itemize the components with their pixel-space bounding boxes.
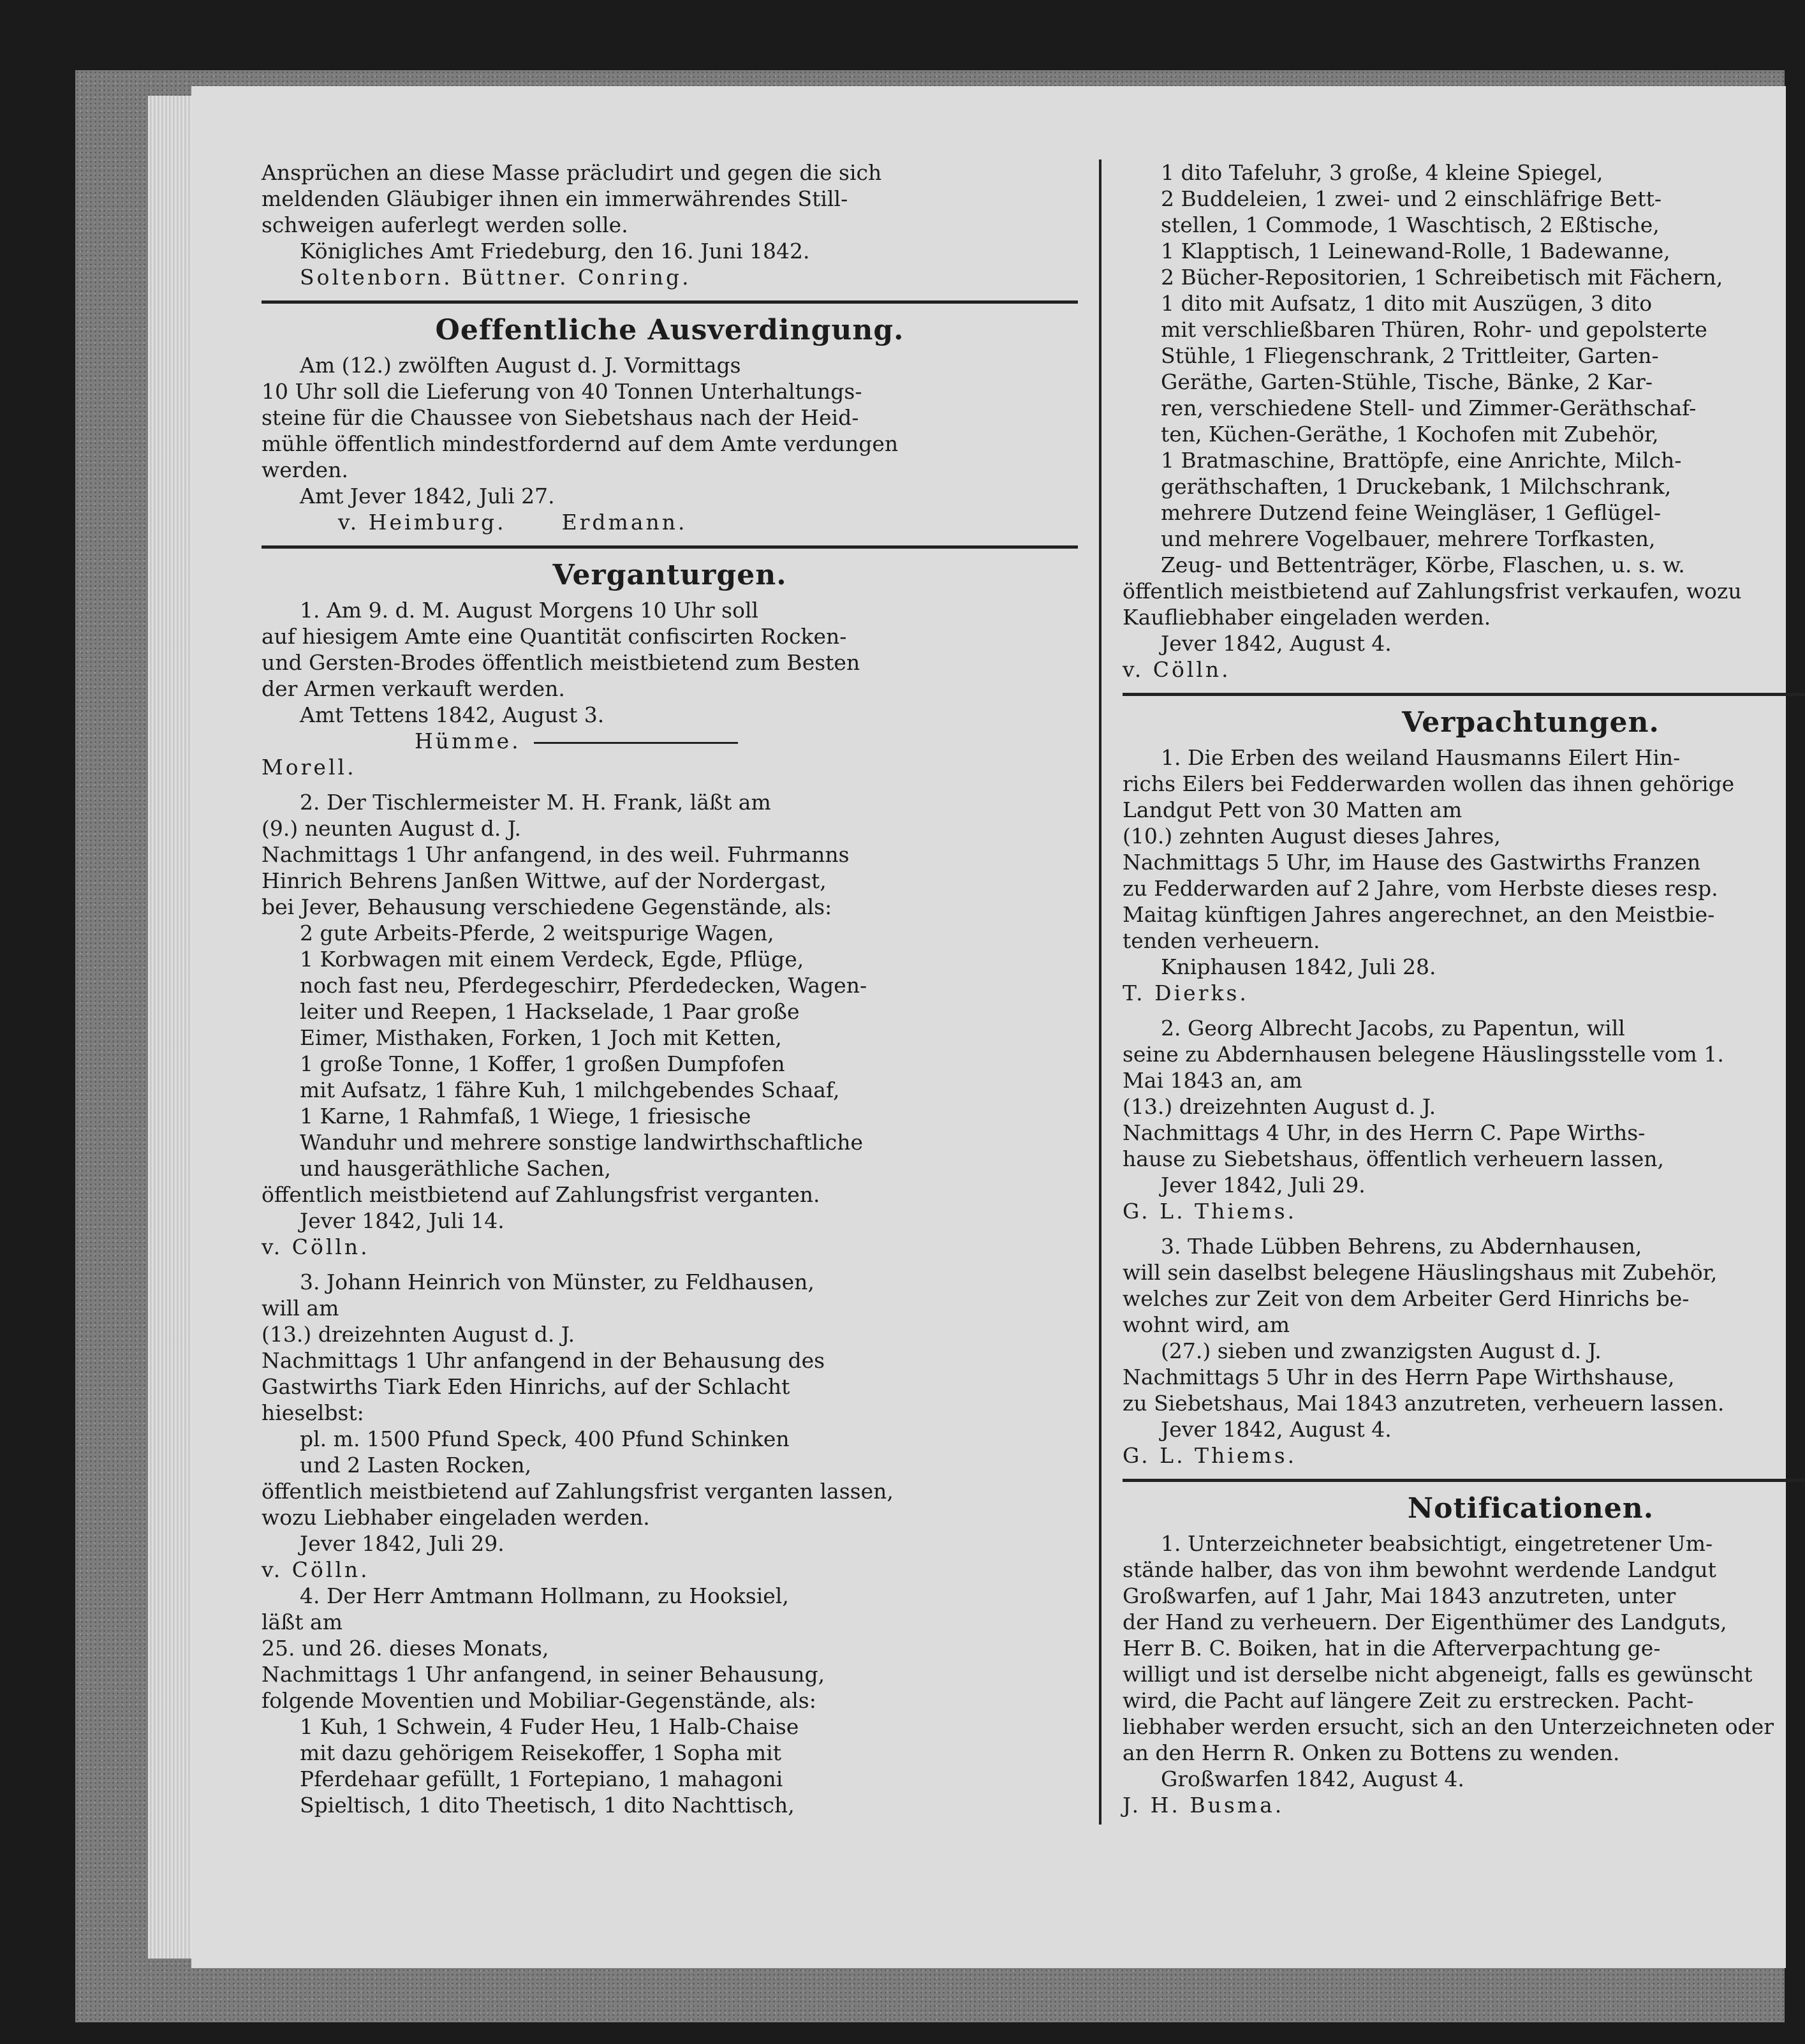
vergantung-4-date: 25. und 26. dieses Monats, — [262, 1636, 549, 1661]
text-line: hieselbst: — [262, 1400, 364, 1425]
verpachtung-1-date: (10.) zehnten August dieses Jahres, — [1123, 824, 1501, 848]
vergantung-2-intro: 2. Der Tischlermeister M. H. Frank, läßt am — [300, 790, 771, 815]
text-line: Maitag künftigen Jahres angerechnet, an den Meistbie- — [1123, 902, 1715, 927]
text-line: noch fast neu, Pferdegeschirr, Pferdedecken, Wagen- — [300, 973, 867, 998]
vergantung-3-signer: v. Cölln. — [262, 1557, 370, 1582]
vergantung-1-body — [262, 597, 1078, 702]
text-line: mehrere Dutzend feine Weingläser, 1 Geflügel- — [1161, 500, 1661, 525]
section-title-verpachtungen: Verpachtungen. — [1402, 706, 1660, 739]
text-line: Hinrich Behrens Janßen Wittwe, auf der Nordergast, — [262, 868, 827, 893]
vergantung-4-body — [262, 1583, 1078, 1635]
notification-1-signer: J. H. Busma. — [1123, 1793, 1285, 1818]
text-line: pl. m. 1500 Pfund Speck, 400 Pfund Schinken — [300, 1426, 790, 1451]
text-line: Herr B. C. Boiken, hat in die Afterverpachtung ge- — [1123, 1636, 1661, 1661]
ausverdingung-place-date: Amt Jever 1842, Juli 27. — [300, 484, 555, 508]
text-line: wozu Liebhaber eingeladen werden. — [262, 1505, 650, 1530]
text-line: öffentlich meistbietend auf Zahlungsfrist verganten lassen, — [262, 1479, 894, 1504]
text-line: mit dazu gehörigem Reisekoffer, 1 Sopha mit — [300, 1740, 782, 1765]
text-line: Am (12.) zwölften August d. J. Vormittags — [300, 353, 741, 378]
vergantung-1-signer-1: Hümme. — [262, 728, 1078, 754]
vergantung-2-end: öffentlich meistbietend auf Zahlungsfrist verganten. — [262, 1182, 820, 1207]
intro-paragraph — [262, 159, 1078, 238]
text-line: Nachmittags 5 Uhr, im Hause des Gastwirths Franzen — [1123, 850, 1701, 875]
text-line: will am — [262, 1296, 339, 1321]
text-line: der Armen verkauft werden. — [262, 676, 565, 701]
text-line: 3. Thade Lübben Behrens, zu Abdernhausen, — [1161, 1234, 1642, 1259]
text-line: ren, verschiedene Stell- und Zimmer-Geräthschaf- — [1161, 396, 1697, 420]
vergantung-3-body-2 — [262, 1347, 1078, 1426]
vergantung-2-items — [262, 920, 1078, 1181]
text-line: 3. Johann Heinrich von Münster, zu Feldhausen, — [300, 1270, 814, 1294]
text-line: 1 Karne, 1 Rahmfaß, 1 Wiege, 1 friesische — [300, 1104, 751, 1129]
text-line: 1 Korbwagen mit einem Verdeck, Egde, Pflüge, — [300, 947, 804, 972]
continued-place-date: Jever 1842, August 4. — [1161, 631, 1392, 656]
verpachtung-1-signer: T. Dierks. — [1123, 981, 1249, 1005]
verpachtung-3-signer: G. L. Thiems. — [1123, 1443, 1297, 1468]
left-column — [262, 159, 1078, 1818]
text-line: 1 dito Tafeluhr, 3 große, 4 kleine Spiegel, — [1161, 160, 1603, 185]
section-rule — [262, 545, 1078, 549]
text-line: stände halber, das von ihm bewohnt werdende Landgut — [1123, 1557, 1716, 1582]
ausverdingung-signers: v. Heimburg. Erdmann. — [338, 510, 688, 535]
text-line: Eimer, Misthaken, Forken, 1 Joch mit Ketten, — [300, 1025, 782, 1050]
text-line: läßt am — [262, 1610, 343, 1634]
text-line: wird, die Pacht auf längere Zeit zu erstrecken. Pacht- — [1123, 1688, 1694, 1713]
vergantung-2-body — [262, 841, 1078, 920]
text-line: 2. Georg Albrecht Jacobs, zu Papentun, will — [1161, 1016, 1625, 1041]
notification-1-place-date: Großwarfen 1842, August 4. — [1161, 1766, 1464, 1791]
text-line: Stühle, 1 Fliegenschrank, 2 Trittleiter, Garten- — [1161, 343, 1659, 368]
intro-place-date: Königliches Amt Friedeburg, den 16. Juni 1842. — [300, 239, 810, 263]
text-line: Kaufliebhaber eingeladen werden. — [1123, 605, 1491, 630]
vergantung-2-date: (9.) neunten August d. J. — [262, 816, 521, 841]
text-line: Gastwirths Tiark Eden Hinrichs, auf der Schlacht — [262, 1374, 790, 1399]
verpachtung-1-body-2 — [1123, 849, 1805, 954]
text-line: zu Siebetshaus, Mai 1843 anzutreten, verheuern lassen. — [1123, 1391, 1725, 1416]
verpachtung-2-body — [1123, 1015, 1805, 1093]
vergantung-4-items — [262, 1714, 1078, 1818]
vergantung-1-signer-2: Morell. — [262, 755, 357, 780]
text-line: willigt und ist derselbe nicht abgeneigt, falls es gewünscht — [1123, 1662, 1753, 1687]
continued-end — [1123, 578, 1805, 630]
text-line: 1 Bratmaschine, Brattöpfe, eine Anrichte, Milch- — [1161, 448, 1682, 473]
text-line: leiter und Reepen, 1 Hackselade, 1 Paar große — [300, 999, 800, 1024]
text-line: steine für die Chaussee von Siebetshaus nach der Heid- — [262, 405, 859, 430]
text-line: geräthschaften, 1 Druckebank, 1 Milchschrank, — [1161, 474, 1672, 499]
vergantung-3-items — [262, 1426, 1078, 1478]
verpachtung-2-place-date: Jever 1842, Juli 29. — [1161, 1173, 1366, 1197]
text-line: Nachmittags 1 Uhr anfangend in der Behausung des — [262, 1348, 825, 1373]
text-line: 1. Die Erben des weiland Hausmanns Eilert Hin- — [1161, 745, 1681, 770]
text-line: Großwarfen, auf 1 Jahr, Mai 1843 anzutreten, unter — [1123, 1583, 1676, 1608]
notification-1-body — [1123, 1530, 1805, 1766]
section-title-ausverdingung: Oeffentliche Ausverdingung. — [435, 314, 904, 346]
text-line: liebhaber werden ersucht, sich an den Unterzeichneten oder — [1123, 1714, 1774, 1739]
text-line: Nachmittags 1 Uhr anfangend, in seiner Behausung, — [262, 1662, 825, 1687]
section-rule — [1123, 1479, 1805, 1482]
text-line: Nachmittags 1 Uhr anfangend, in des weil. Fuhrmanns — [262, 842, 850, 867]
text-line: ten, Küchen-Geräthe, 1 Kochofen mit Zubehör, — [1161, 422, 1659, 447]
verpachtung-2-signer: G. L. Thiems. — [1123, 1199, 1297, 1224]
text-line: richs Eilers bei Fedderwarden wollen das ihnen gehörige — [1123, 771, 1735, 796]
verpachtung-3-date: (27.) sieben und zwanzigsten August d. J. — [1161, 1338, 1602, 1363]
continued-signer: v. Cölln. — [1123, 657, 1231, 682]
text-line: Nachmittags 5 Uhr in des Herrn Pape Wirthshause, — [1123, 1365, 1675, 1389]
text-line: hause zu Siebetshaus, öffentlich verheuern lassen, — [1123, 1146, 1664, 1171]
text-line: an den Herrn R. Onken zu Bottens zu wenden. — [1123, 1740, 1620, 1765]
text-line: 1 Kuh, 1 Schwein, 4 Fuder Heu, 1 Halb-Chaise — [300, 1714, 799, 1739]
section-rule — [1123, 693, 1805, 696]
text-line: meldenden Gläubiger ihnen ein immerwährendes Still- — [262, 186, 848, 211]
text-line: wohnt wird, am — [1123, 1312, 1290, 1337]
text-line: Spieltisch, 1 dito Theetisch, 1 dito Nachttisch, — [300, 1793, 795, 1818]
text-line: stellen, 1 Commode, 1 Waschtisch, 2 Eßtische, — [1161, 212, 1660, 237]
text-line: und mehrere Vogelbauer, mehrere Torfkasten, — [1161, 526, 1656, 551]
ausverdingung-body — [262, 352, 1078, 483]
text-line: seine zu Abdernhausen belegene Häuslingsstelle vom 1. — [1123, 1042, 1724, 1067]
text-line: Ansprüchen an diese Masse präcludirt und gegen die sich — [262, 160, 882, 185]
text-line: öffentlich meistbietend auf Zahlungsfrist verkaufen, wozu — [1123, 579, 1742, 604]
continued-items — [1123, 159, 1805, 578]
text-line: Landgut Pett von 30 Matten am — [1123, 797, 1462, 822]
text-line: Wanduhr und mehrere sonstige landwirthschaftliche — [300, 1130, 864, 1155]
text-line: mit verschließbaren Thüren, Rohr- und gepolsterte — [1161, 317, 1707, 342]
text-line: mit Aufsatz, 1 fähre Kuh, 1 milchgebendes Schaaf, — [300, 1078, 840, 1102]
verpachtung-2-date: (13.) dreizehnten August d. J. — [1123, 1094, 1436, 1119]
verpachtung-1-body — [1123, 744, 1805, 823]
text-line: auf hiesigem Amte eine Quantität confiscirten Rocken- — [262, 624, 847, 649]
right-column — [1123, 159, 1805, 1818]
text-line: folgende Moventien und Mobiliar-Gegenstände, als: — [262, 1688, 816, 1713]
vergantung-3-body — [262, 1269, 1078, 1321]
text-line: schweigen auferlegt werden solle. — [262, 212, 628, 237]
section-rule — [262, 300, 1078, 304]
vergantung-3-end — [262, 1478, 1078, 1530]
vergantung-4-body-2 — [262, 1661, 1078, 1714]
text-line: tenden verheuern. — [1123, 928, 1320, 953]
text-line: 1 Klapptisch, 1 Leinewand-Rolle, 1 Badewanne, — [1161, 239, 1670, 263]
text-line: 2 Buddeleien, 1 zwei- und 2 einschläfrige Bett- — [1161, 186, 1661, 211]
verpachtung-3-body — [1123, 1233, 1805, 1338]
text-line: 1 dito mit Aufsatz, 1 dito mit Auszügen, 3 dito — [1161, 291, 1653, 316]
text-line: 4. Der Herr Amtmann Hollmann, zu Hooksiel, — [300, 1583, 789, 1608]
text-line: 2 Bücher-Repositorien, 1 Schreibetisch mit Fächern, — [1161, 265, 1723, 290]
text-line: und Gersten-Brodes öffentlich meistbietend zum Besten — [262, 650, 860, 675]
text-line: 1. Unterzeichneter beabsichtigt, eingetretener Um- — [1161, 1531, 1713, 1556]
section-title-notificationen: Notificationen. — [1407, 1492, 1654, 1525]
vergantung-2-signer: v. Cölln. — [262, 1234, 370, 1259]
text-line: Zeug- und Bettenträger, Körbe, Flaschen, u. s. w. — [1161, 552, 1685, 577]
section-title-verganturgen: Verganturgen. — [552, 559, 787, 591]
vergantung-2-place-date: Jever 1842, Juli 14. — [300, 1208, 505, 1233]
signature-line — [534, 742, 738, 744]
vergantung-3-place-date: Jever 1842, Juli 29. — [300, 1531, 505, 1556]
text-line: 2 gute Arbeits-Pferde, 2 weitspurige Wagen, — [300, 921, 774, 945]
text-line: bei Jever, Behausung verschiedene Gegenstände, als: — [262, 894, 832, 919]
verpachtung-3-body-2 — [1123, 1364, 1805, 1416]
text-line: 1 große Tonne, 1 Koffer, 1 großen Dumpfofen — [300, 1051, 785, 1076]
verpachtung-1-place-date: Kniphausen 1842, Juli 28. — [1161, 954, 1436, 979]
text-line: 10 Uhr soll die Lieferung von 40 Tonnen Unterhaltungs- — [262, 379, 862, 404]
text-line: Mai 1843 an, am — [1123, 1068, 1302, 1093]
intro-signers: Soltenborn. Büttner. Conring. — [300, 265, 691, 290]
text-line: mühle öffentlich mindestfordernd auf dem Amte verdungen — [262, 431, 899, 456]
verpachtung-3-place-date: Jever 1842, August 4. — [1161, 1417, 1392, 1442]
text-line: zu Fedderwarden auf 2 Jahre, vom Herbste dieses resp. — [1123, 876, 1718, 901]
verpachtung-2-body-2 — [1123, 1120, 1805, 1172]
text-line: der Hand zu verheuern. Der Eigenthümer des Landguts, — [1123, 1610, 1727, 1634]
text-line: welches zur Zeit von dem Arbeiter Gerd Hinrichs be- — [1123, 1286, 1690, 1311]
text-line: und hausgeräthliche Sachen, — [300, 1156, 612, 1181]
text-line: werden. — [262, 457, 348, 482]
column-divider — [1099, 159, 1101, 1825]
text-line: 1. Am 9. d. M. August Morgens 10 Uhr soll — [300, 598, 759, 623]
vergantung-1-place-date: Amt Tettens 1842, August 3. — [300, 702, 605, 727]
vergantung-3-date: (13.) dreizehnten August d. J. — [262, 1322, 575, 1347]
text-line: Nachmittags 4 Uhr, in des Herrn C. Pape Wirths- — [1123, 1120, 1646, 1145]
text-line: will sein daselbst belegene Häuslingshaus mit Zubehör, — [1123, 1260, 1718, 1285]
text-line: Geräthe, Garten-Stühle, Tische, Bänke, 2 Kar- — [1161, 369, 1653, 394]
text-line: Pferdehaar gefüllt, 1 Fortepiano, 1 mahagoni — [300, 1766, 783, 1791]
text-line: und 2 Lasten Rocken, — [300, 1453, 532, 1477]
